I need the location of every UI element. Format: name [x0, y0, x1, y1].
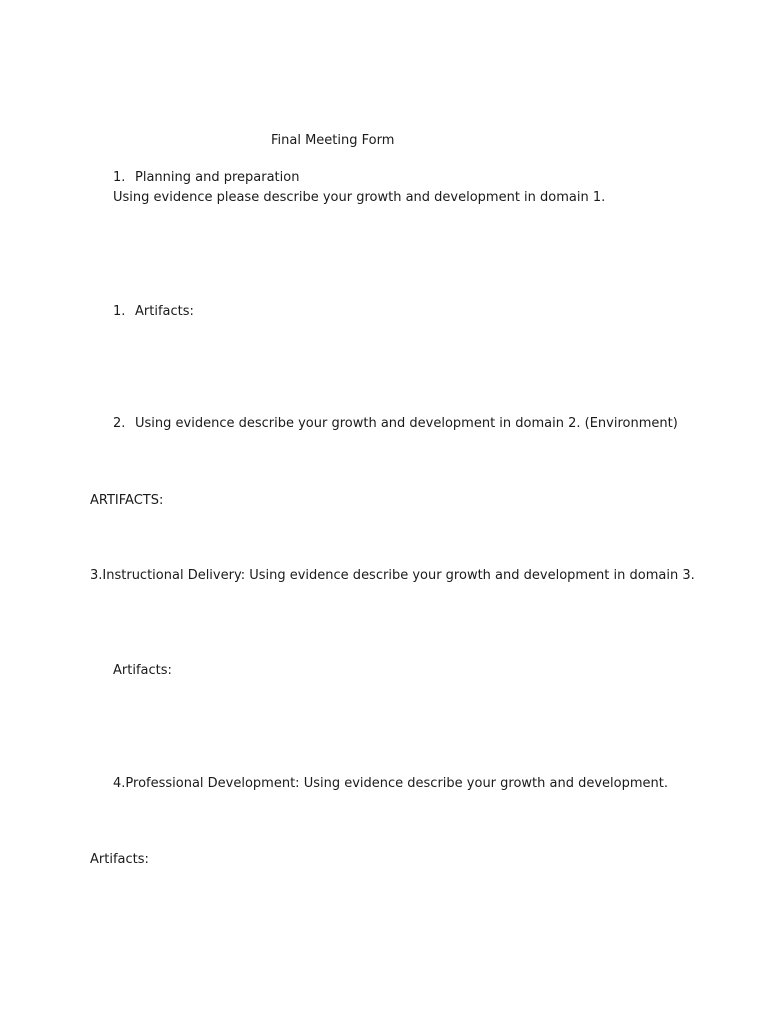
section-1-prompt: Using evidence please describe your growth and development in domain 1. — [113, 190, 606, 205]
section-2-prompt: Using evidence describe your growth and development in domain 2. (Environment) — [135, 416, 678, 431]
section-2-prompt-line — [113, 416, 678, 432]
section-4-artifacts-label: Artifacts: — [90, 852, 149, 867]
section-1-number: 1. — [113, 170, 126, 185]
section-1-heading — [113, 170, 299, 186]
section-1-artifacts-label: Artifacts: — [135, 304, 194, 319]
form-title: Final Meeting Form — [271, 133, 395, 148]
section-1-artifacts — [113, 304, 194, 320]
section-1-artifacts-number: 1. — [113, 304, 126, 319]
section-3-prompt: 3.Instructional Delivery: Using evidence describe your growth and development in domain 3. — [90, 568, 695, 583]
section-1-heading-text: Planning and preparation — [135, 170, 300, 185]
section-2-number: 2. — [113, 416, 126, 431]
section-3-artifacts-label: Artifacts: — [113, 663, 172, 678]
section-2-artifacts-label: ARTIFACTS: — [90, 493, 164, 508]
section-4-prompt: 4.Professional Development: Using evidence describe your growth and development. — [113, 776, 669, 791]
